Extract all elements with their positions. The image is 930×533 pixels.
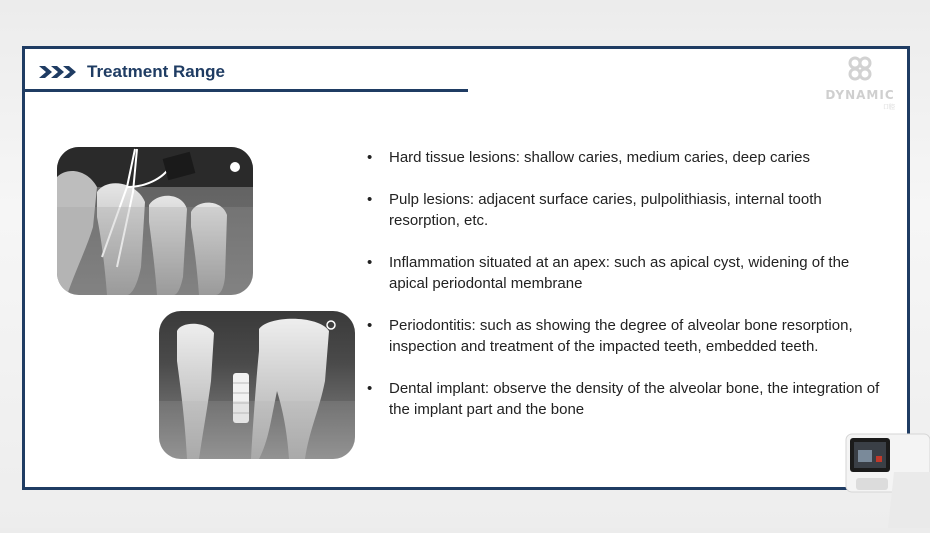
- list-item-text: Dental implant: observe the density of the alveolar bone, the integration of the implant part and the bone: [389, 380, 880, 418]
- header-underline: [25, 89, 468, 92]
- list-item: [365, 315, 885, 357]
- list-item: [365, 252, 885, 294]
- list-item-text: Hard tissue lesions: shallow caries, medium caries, deep caries: [389, 149, 811, 166]
- xray-image-root-canal: [57, 147, 253, 295]
- watermark-subtitle: 口腔: [882, 105, 895, 111]
- bullet-icon: •: [367, 191, 373, 208]
- bullet-icon: •: [367, 149, 373, 166]
- brand-watermark: [825, 55, 895, 111]
- list-item: [365, 378, 885, 420]
- section-header: [39, 59, 225, 85]
- bullet-icon: •: [367, 317, 373, 334]
- list-item: [365, 189, 885, 231]
- list-item-text: Pulp lesions: adjacent surface caries, pulpolithiasis, internal tooth resorption, etc.: [389, 191, 822, 229]
- bullet-icon: •: [367, 380, 373, 397]
- list-item-text: Inflammation situated at an apex: such as apical cyst, widening of the apical periodontal membrane: [389, 254, 850, 292]
- logo-icon: [845, 55, 875, 83]
- chevrons-icon: [39, 65, 75, 79]
- device-thumbnail-icon: [842, 432, 930, 528]
- slide-frame: [22, 46, 910, 490]
- list-item-text: Periodontitis: such as showing the degree of alveolar bone resorption, inspection and treatment of the impacted teeth, embedded teeth.: [389, 317, 853, 355]
- xray-image-implant: [159, 311, 355, 459]
- list-item: [365, 147, 885, 168]
- page-title: Treatment Range: [87, 62, 225, 81]
- watermark-brand: DYNAMIC: [825, 88, 895, 102]
- bullet-icon: •: [367, 254, 373, 271]
- treatment-list: [365, 147, 885, 441]
